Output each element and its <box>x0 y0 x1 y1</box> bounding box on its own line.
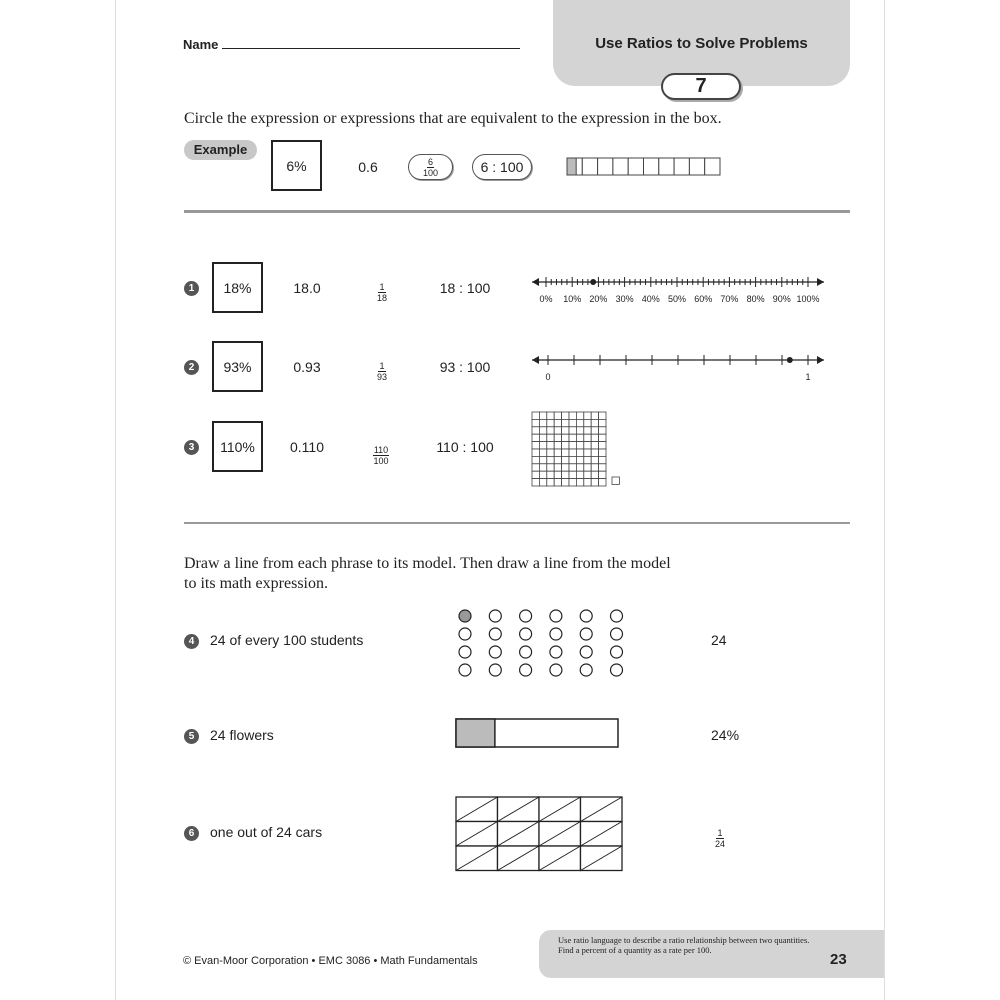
dot <box>489 664 501 676</box>
grid-cell <box>562 464 569 471</box>
grid-cell <box>554 456 561 463</box>
grid-cell <box>532 456 539 463</box>
tick-label: 90% <box>772 294 791 304</box>
bar-model[interactable] <box>455 718 621 750</box>
bar-cell <box>674 158 689 175</box>
dot <box>489 628 501 640</box>
question-number-5: 5 <box>184 729 199 744</box>
grid-cell <box>569 419 576 426</box>
grid-cell <box>539 442 546 449</box>
extra-square <box>612 477 619 484</box>
grid-cell <box>599 434 606 441</box>
tick-label: 0 <box>545 372 551 382</box>
dot <box>520 610 532 622</box>
grid-cell <box>584 479 591 486</box>
grid-cell <box>539 471 546 478</box>
dot <box>580 646 592 658</box>
bar-cells <box>567 158 720 175</box>
shaded-bar <box>456 719 618 747</box>
grid-cell <box>547 464 554 471</box>
grid-cell <box>554 419 561 426</box>
page-title: Use Ratios to Solve Problems <box>595 35 808 52</box>
name-line[interactable] <box>222 48 520 49</box>
dot <box>611 646 623 658</box>
tick-label: 40% <box>641 294 660 304</box>
grid-cell <box>569 464 576 471</box>
problem-2-number-line[interactable] <box>528 350 830 386</box>
dot <box>550 610 562 622</box>
grid-cell <box>532 464 539 471</box>
grid-cell <box>591 464 598 471</box>
item-4-phrase[interactable]: 24 of every 100 students <box>210 632 364 648</box>
section2-instruction-line2: to its math expression. <box>184 575 328 592</box>
grid-cell <box>554 434 561 441</box>
grid-cell <box>532 449 539 456</box>
grid-cell <box>547 456 554 463</box>
dot <box>580 664 592 676</box>
bar-shaded-part <box>567 158 576 175</box>
grid-cell <box>576 442 583 449</box>
grid-cell <box>576 456 583 463</box>
grid-cell <box>591 434 598 441</box>
grid-cell <box>554 427 561 434</box>
dot <box>459 664 471 676</box>
bar-cell <box>598 158 613 175</box>
grid-cell <box>562 427 569 434</box>
grid-cell <box>547 412 554 419</box>
grid-cell <box>599 449 606 456</box>
grid-cell <box>554 442 561 449</box>
grid-cell <box>562 412 569 419</box>
grid-cell <box>576 449 583 456</box>
grid-cell <box>584 464 591 471</box>
fraction-numerator: 110 <box>373 445 389 455</box>
bar-cell <box>644 158 659 175</box>
fraction-numerator: 1 <box>717 828 723 838</box>
grid-cell <box>599 479 606 486</box>
grid-cell <box>532 442 539 449</box>
tick-label: 60% <box>694 294 713 304</box>
problem-1-decimal[interactable]: 18.0 <box>293 280 321 296</box>
grid-cell <box>562 471 569 478</box>
fraction <box>377 361 387 382</box>
grid-cell <box>599 471 606 478</box>
example-ratio: 6 : 100 <box>480 159 524 175</box>
example-fraction <box>423 157 438 178</box>
copyright: © Evan-Moor Corporation • EMC 3086 • Math Fundamentals <box>183 955 478 967</box>
grid-cell <box>562 456 569 463</box>
lesson-number: 7 <box>661 73 741 100</box>
bar-cell <box>659 158 674 175</box>
dot <box>520 646 532 658</box>
problem-1-boxed: 18% <box>212 262 263 313</box>
grid-cell <box>584 456 591 463</box>
tick-label: 20% <box>589 294 608 304</box>
bar-cell <box>705 158 720 175</box>
grid-cell <box>584 419 591 426</box>
grid-cell <box>562 442 569 449</box>
example-ratio-circled <box>472 154 532 180</box>
tick-label: 70% <box>720 294 739 304</box>
grid-cell <box>591 479 598 486</box>
tick-label: 50% <box>667 294 687 304</box>
grid-cell <box>539 434 546 441</box>
grid-cell <box>591 456 598 463</box>
fraction-denominator: 24 <box>714 839 725 849</box>
question-number-4: 4 <box>184 634 199 649</box>
example-decimal: 0.6 <box>358 159 378 175</box>
standard-1: Use ratio language to describe a ratio relationship between two quantities. <box>558 935 810 945</box>
grid-cell <box>591 442 598 449</box>
dot <box>550 628 562 640</box>
percent-number-line <box>532 277 824 304</box>
problem-2-decimal[interactable]: 0.93 <box>293 359 321 375</box>
grid-cell <box>576 412 583 419</box>
question-number-1: 1 <box>184 281 199 296</box>
grid-cell <box>576 419 583 426</box>
grid-cell <box>591 419 598 426</box>
grid-cell <box>599 464 606 471</box>
grid-cell <box>576 479 583 486</box>
left-arrow <box>532 278 539 286</box>
dot <box>611 664 623 676</box>
grid-cell <box>547 419 554 426</box>
question-number-3: 3 <box>184 440 199 455</box>
fraction-numerator: 1 <box>379 361 385 371</box>
grid-cell <box>539 464 546 471</box>
fraction <box>373 445 389 466</box>
grid-cell <box>599 419 606 426</box>
grid-cell <box>591 427 598 434</box>
problem-1-ratio[interactable]: 18 : 100 <box>439 280 491 296</box>
example-label: Example <box>184 140 257 160</box>
grid-cell <box>591 412 598 419</box>
example-boxed-expression: 6% <box>271 140 322 191</box>
grid-cell <box>562 419 569 426</box>
item-6-phrase[interactable]: one out of 24 cars <box>210 824 323 840</box>
problem-2-boxed: 93% <box>212 341 263 392</box>
grid-cell <box>569 442 576 449</box>
grid-cell <box>547 442 554 449</box>
right-arrow <box>817 356 824 364</box>
grid-cell <box>569 479 576 486</box>
item-4-expression[interactable]: 24 <box>711 632 727 648</box>
grid-cell <box>532 471 539 478</box>
fraction-denominator: 93 <box>376 372 387 382</box>
grid-cell <box>576 427 583 434</box>
grid-cell <box>539 456 546 463</box>
tick-label: 80% <box>746 294 765 304</box>
grid-cell <box>547 427 554 434</box>
grid-cell <box>576 471 583 478</box>
dot-model[interactable] <box>455 606 625 678</box>
grid-cell <box>547 449 554 456</box>
question-number-2: 2 <box>184 360 199 375</box>
dot <box>580 628 592 640</box>
grid-cell <box>584 427 591 434</box>
bar-cell <box>582 158 597 175</box>
divider-1 <box>184 210 850 213</box>
example-fraction-circled <box>408 154 453 180</box>
fraction-denominator: 18 <box>376 293 387 303</box>
section2-instruction-line1: Draw a line from each phrase to its model. Then draw a line from the model <box>184 555 671 572</box>
fraction-denominator: 100 <box>373 456 389 466</box>
grid-cell <box>539 427 546 434</box>
problem-1-fraction[interactable] <box>370 277 394 303</box>
grid-cell <box>569 427 576 434</box>
problem-2-fraction[interactable] <box>370 356 394 382</box>
section1-instruction: Circle the expression or expressions that are equivalent to the expression in the box. <box>184 110 722 127</box>
dot <box>489 610 501 622</box>
dot <box>459 646 471 658</box>
point <box>590 279 596 285</box>
right-arrow <box>817 278 824 286</box>
grid-cell <box>584 434 591 441</box>
bar-cell <box>613 158 628 175</box>
grid-cell <box>554 479 561 486</box>
grid-cell <box>599 412 606 419</box>
grid-cell <box>539 412 546 419</box>
example-bar-model <box>566 157 722 177</box>
dot <box>611 628 623 640</box>
grid-cell <box>562 434 569 441</box>
grid-cell <box>569 449 576 456</box>
grid-cell <box>547 479 554 486</box>
triangle-grid <box>456 797 622 871</box>
grid-cell <box>532 419 539 426</box>
problem-3-grid-model[interactable] <box>531 411 623 488</box>
name-label: Name <box>183 37 219 52</box>
fraction <box>715 828 725 849</box>
dot <box>611 610 623 622</box>
fraction-numerator: 1 <box>379 282 385 292</box>
fraction <box>377 282 387 303</box>
fraction-numerator: 6 <box>427 156 433 167</box>
tick-label: 0% <box>539 294 553 304</box>
standard-2: Find a percent of a quantity as a rate per 100. <box>558 945 712 955</box>
grid-cell <box>532 479 539 486</box>
dot <box>520 664 532 676</box>
problem-2-ratio[interactable]: 93 : 100 <box>439 359 491 375</box>
tick-label: 100% <box>796 294 820 304</box>
unit-number-line <box>532 355 824 382</box>
bar-shaded-part <box>456 719 495 747</box>
tick-label: 1 <box>805 372 811 382</box>
grid-cell <box>584 471 591 478</box>
grid-cell <box>554 449 561 456</box>
hundred-grid <box>532 412 619 486</box>
item-5-expression[interactable]: 24% <box>711 727 740 743</box>
grid-cell <box>584 449 591 456</box>
dot-array <box>459 610 623 676</box>
dot <box>520 628 532 640</box>
tick-label: 10% <box>563 294 582 304</box>
grid-cell <box>562 449 569 456</box>
grid-cell <box>554 464 561 471</box>
grid-cell <box>569 471 576 478</box>
dot <box>550 664 562 676</box>
tick-label: 30% <box>615 294 634 304</box>
dot <box>550 646 562 658</box>
grid-cell <box>569 412 576 419</box>
left-arrow <box>532 356 539 364</box>
grid-cell <box>562 479 569 486</box>
dot <box>489 646 501 658</box>
grid-cell <box>532 427 539 434</box>
grid-cell <box>539 419 546 426</box>
item-5-phrase[interactable]: 24 flowers <box>210 727 274 743</box>
dot-filled <box>459 610 471 622</box>
problem-3-ratio[interactable]: 110 : 100 <box>436 439 494 455</box>
grid-cell <box>554 471 561 478</box>
grid-cell <box>547 471 554 478</box>
grid-cell <box>591 471 598 478</box>
problem-1-number-line[interactable] <box>528 272 830 308</box>
grid-cell <box>532 412 539 419</box>
bar-cell <box>628 158 643 175</box>
grid-cell <box>599 442 606 449</box>
problem-3-decimal[interactable]: 0.110 <box>290 439 324 455</box>
dot <box>580 610 592 622</box>
grid-cell <box>532 434 539 441</box>
grid-cell <box>576 464 583 471</box>
divider-2 <box>184 522 850 524</box>
grid-cell <box>599 456 606 463</box>
triangle-model[interactable] <box>455 796 625 872</box>
grid-cell <box>539 449 546 456</box>
grid-cell <box>554 412 561 419</box>
standards-text <box>558 935 828 955</box>
grid-cell <box>584 442 591 449</box>
page-number: 23 <box>830 951 847 968</box>
grid-cell <box>599 427 606 434</box>
question-number-6: 6 <box>184 826 199 841</box>
problem-3-boxed: 110% <box>212 421 263 472</box>
grid-cell <box>539 479 546 486</box>
bar-cell <box>689 158 704 175</box>
grid-cell <box>569 434 576 441</box>
grid-cell <box>576 434 583 441</box>
item-6-expression[interactable] <box>709 823 731 849</box>
dot <box>459 628 471 640</box>
grid-cell <box>547 434 554 441</box>
problem-3-fraction[interactable] <box>366 440 396 466</box>
grid-cell <box>569 456 576 463</box>
fraction-denominator: 100 <box>422 167 439 178</box>
grid-cell <box>591 449 598 456</box>
point <box>787 357 793 363</box>
grid-cell <box>584 412 591 419</box>
